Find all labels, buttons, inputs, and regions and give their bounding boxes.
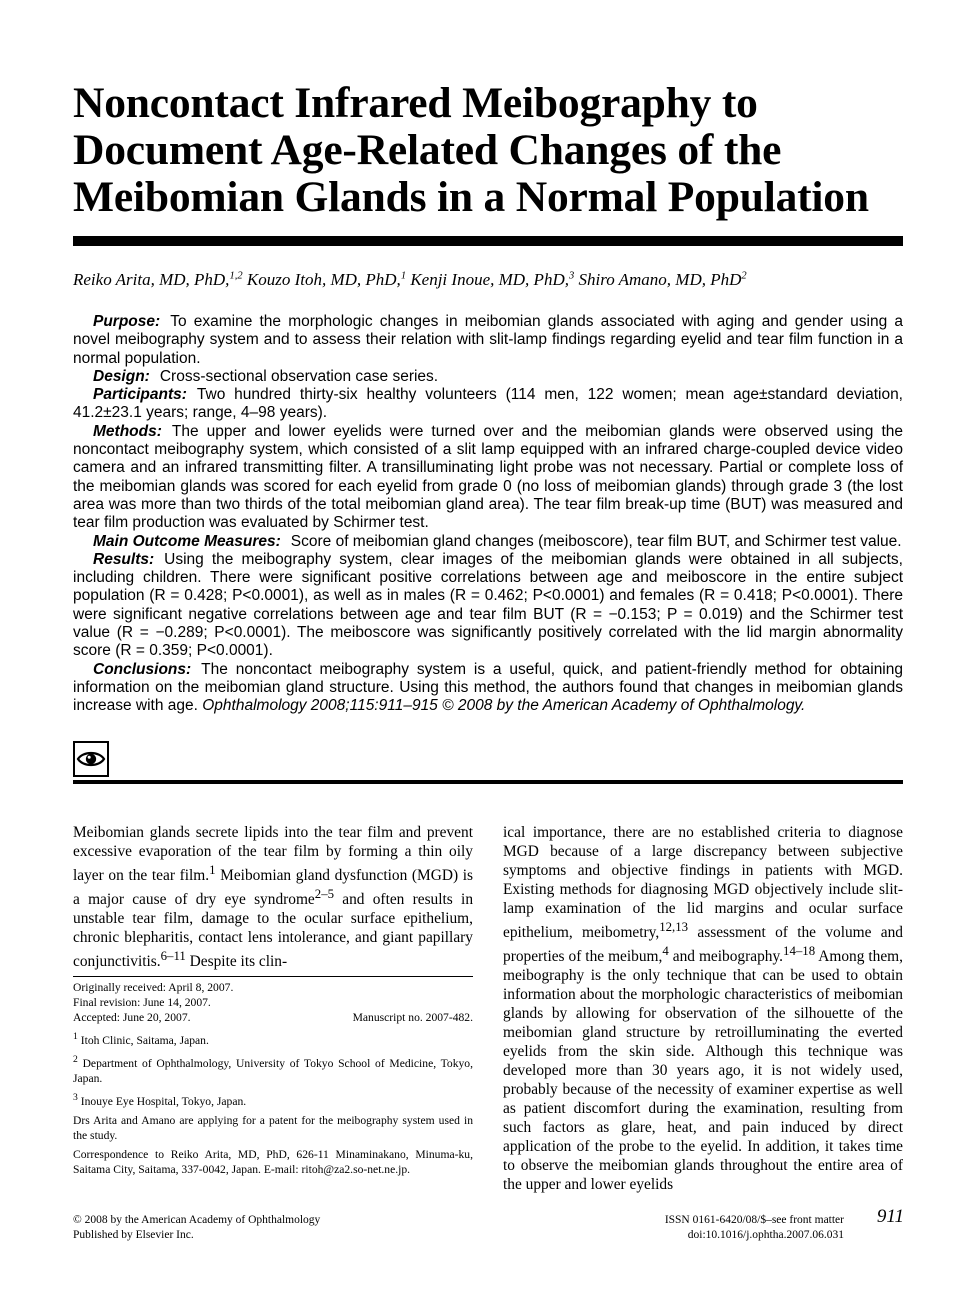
affiliation-text: Itoh Clinic, Saitama, Japan.	[80, 1033, 209, 1047]
citation-ref: 12,13	[659, 920, 689, 934]
abstract-rule	[73, 780, 903, 784]
abstract-label: Results:	[93, 550, 155, 568]
abstract-label: Design:	[93, 367, 150, 385]
body-column-right	[503, 823, 903, 1194]
citation-ref: 6–11	[160, 949, 186, 964]
citation-ref: 1	[209, 863, 216, 877]
title-line-1: Noncontact Infrared Meibography to	[73, 79, 758, 127]
article-title	[73, 80, 913, 221]
page-number: 911	[876, 1206, 904, 1227]
affiliation-number: 3	[73, 1091, 78, 1103]
abstract-text: The upper and lower eyelids were turned over and the meibomian glands were observed using the noncontact meibography system, which consisted of a slit lamp equipped with an infrared charge-coupled device video camera and an infrared transmitting filter. A transilluminating light probe was not necessary. Partial or complete loss of the meibomian glands was scored for each eyelid from grade 0 (no loss of meibomian glands) through grade 3 (the lost area was more than two thirds of the total meibomian gland area). The tear film break-up time (BUT) was measured and tear film production was evaluated by Schirmer test.	[73, 422, 903, 532]
affiliation-1	[73, 1029, 473, 1048]
body-text: Among them, meibography is the only technique that can be used to obtain information about the morphologic characteristics of meibomian glands by allowing for observation of the silhouette of the meibomian gland structure by retroilluminating the everted eyelids from the skin side. Although this technique was developed more than 30 years ago, it is not widely used, probably because of the necessity of examiner expertise as well as patient discomfort during the examination, resulting from such factors as glare, heat, and pain induced by direct application of the probe to the eyelid. In addition, it takes time to observe the meibomian glands throughout the entire area of the upper and lower eyelids	[503, 948, 903, 1194]
abstract	[73, 313, 903, 716]
body-text: ical importance, there are no established criteria to diagnose MGD because of a large discrepancy between subjective symptoms and objective findings in patients with MGD. Existing methods for diagnosing MGD objectively include slit-lamp examination of the lid margins and ocular surface epithelium, meibometry,	[503, 824, 903, 942]
abstract-text: To examine the morphologic changes in meibomian glands associated with aging and gender using a novel meibography system and to assess their relation with slit-lamp findings regarding eyelid and tear film function in a normal population.	[73, 313, 903, 367]
issn: ISSN 0161-6420/08/$–see front matter	[664, 1214, 844, 1226]
author-affiliation: 3	[568, 270, 575, 282]
abstract-label: Main Outcome Measures:	[93, 532, 281, 550]
body-text: assessment of the volume and properties of the meibum,	[503, 924, 903, 966]
abstract-text: Cross-sectional observation case series.	[159, 367, 439, 385]
abstract-label: Conclusions:	[93, 660, 192, 678]
abstract-conclusions	[73, 661, 903, 716]
abstract-text: Using the meibography system, clear images of the meibomian glands were obtained in all subjects, including children. There were significant positive correlations between age and meiboscore in the entire subject population (R = 0.428; P<0.0001), as well as in males (R = 0.462; P<0.0001) and females (R = 0.418; P<0.0001). There were significant negative correlations between age and tear film BUT (R = −0.153; P = 0.019) and the Schirmer test value (R = −0.289; P<0.0001). The meiboscore was significantly positively correlated with the lid margin abnormality score (R = 0.359; P<0.0001).	[73, 550, 903, 660]
abstract-participants	[73, 386, 903, 423]
footnote-rule	[73, 976, 473, 977]
affiliation-number: 2	[73, 1053, 78, 1065]
abstract-text: Score of meibomian gland changes (meiboscore), tear film BUT, and Schirmer test value.	[290, 532, 902, 550]
citation-ref: 4	[662, 944, 669, 959]
revision-date: Final revision: June 14, 2007.	[73, 996, 211, 1009]
footer-left	[73, 1213, 433, 1243]
body-text: Meibomian glands secrete lipids into the tear film and prevent excessive evaporation of the tear film by forming a thin oily layer on the tear film.	[73, 824, 473, 885]
patent-note: Drs Arita and Amano are applying for a patent for the meibography system used in the study.	[73, 1113, 473, 1142]
body-paragraph	[73, 823, 473, 971]
affiliation-number: 1	[73, 1031, 78, 1042]
body-text: Meibomian gland dysfunction (MGD) is a major cause of dry eye syndrome	[73, 867, 473, 909]
email-link[interactable]: ritoh@za2.so-net.ne.jp	[301, 1162, 408, 1176]
abstract-text: Two hundred thirty-six healthy volunteers (114 men, 122 women; mean age±standard deviation, 41.2±23.1 years; range, 4–98 years).	[73, 386, 903, 422]
citation-ref: 14–18	[783, 944, 816, 959]
publisher: Published by Elsevier Inc.	[73, 1229, 194, 1241]
journal-citation: Ophthalmology 2008;115:911–915 © 2008 by the American Academy of Ophthalmology.	[202, 697, 806, 715]
body-text: and meibography.	[668, 948, 784, 966]
affiliation-3	[73, 1090, 473, 1109]
accepted-row	[73, 1010, 473, 1025]
author-name: Reiko Arita, MD, PhD,	[73, 270, 230, 289]
correspondence	[73, 1147, 473, 1177]
abstract-purpose	[73, 313, 903, 368]
author-name: Shiro Amano, MD, PhD	[578, 270, 742, 289]
footnotes	[73, 980, 473, 1181]
eye-icon	[73, 741, 109, 777]
manuscript-number: Manuscript no. 2007-482.	[352, 1011, 473, 1024]
author-affiliation: 1	[400, 270, 407, 282]
abstract-text: The noncontact meibography system is a useful, quick, and patient-friendly method for obtaining information on the meibomian gland structure. Using this method, the authors found that changes in meibomian glands increase with age.	[73, 660, 903, 715]
footer-right	[600, 1213, 844, 1243]
abstract-methods	[73, 423, 903, 533]
author-affiliation: 2	[741, 270, 747, 282]
correspondence-end: .	[407, 1162, 411, 1176]
title-line-3: Meibomian Glands in a Normal Population	[73, 173, 869, 221]
title-rule	[73, 236, 903, 246]
copyright: © 2008 by the American Academy of Ophthalmology	[73, 1214, 321, 1226]
received-date: Originally received: April 8, 2007.	[73, 981, 234, 994]
abstract-label: Participants:	[93, 386, 187, 404]
correspondence-text: Correspondence to Reiko Arita, MD, PhD, 626-11 Minaminakano, Minuma-ku, Saitama City, Saitama, 337-0042, Japan. E-mail:	[73, 1147, 473, 1176]
abstract-design	[73, 368, 903, 386]
body-column-left	[73, 823, 473, 971]
body-text: Despite its clin-	[185, 953, 288, 971]
abstract-label: Purpose:	[93, 313, 161, 330]
body-paragraph	[503, 823, 903, 1194]
eye-icon-graphic	[75, 743, 107, 775]
author-name: Kouzo Itoh, MD, PhD,	[246, 270, 401, 289]
abstract-label: Methods:	[93, 422, 162, 440]
title-line-2: Document Age-Related Changes of the	[73, 126, 782, 174]
body-text: and often results in unstable tear film, damage to the ocular surface epithelium, chronic blepharitis, contact lens intolerance, and giant papillary conjunctivitis.	[73, 891, 474, 971]
affiliation-2	[73, 1052, 473, 1086]
author-name: Kenji Inoue, MD, PhD,	[410, 270, 569, 289]
affiliation-text: Inouye Eye Hospital, Tokyo, Japan.	[80, 1094, 247, 1108]
affiliation-text: Department of Ophthalmology, University of Tokyo School of Medicine, Tokyo, Japan.	[73, 1056, 473, 1085]
doi: doi:10.1016/j.ophtha.2007.06.031	[687, 1229, 844, 1241]
citation-ref: 2–5	[314, 887, 335, 902]
author-affiliation: 1,2	[229, 270, 243, 282]
accepted-date: Accepted: June 20, 2007.	[73, 1011, 191, 1024]
abstract-outcome	[73, 533, 903, 551]
abstract-results	[73, 551, 903, 661]
author-list	[73, 268, 913, 292]
